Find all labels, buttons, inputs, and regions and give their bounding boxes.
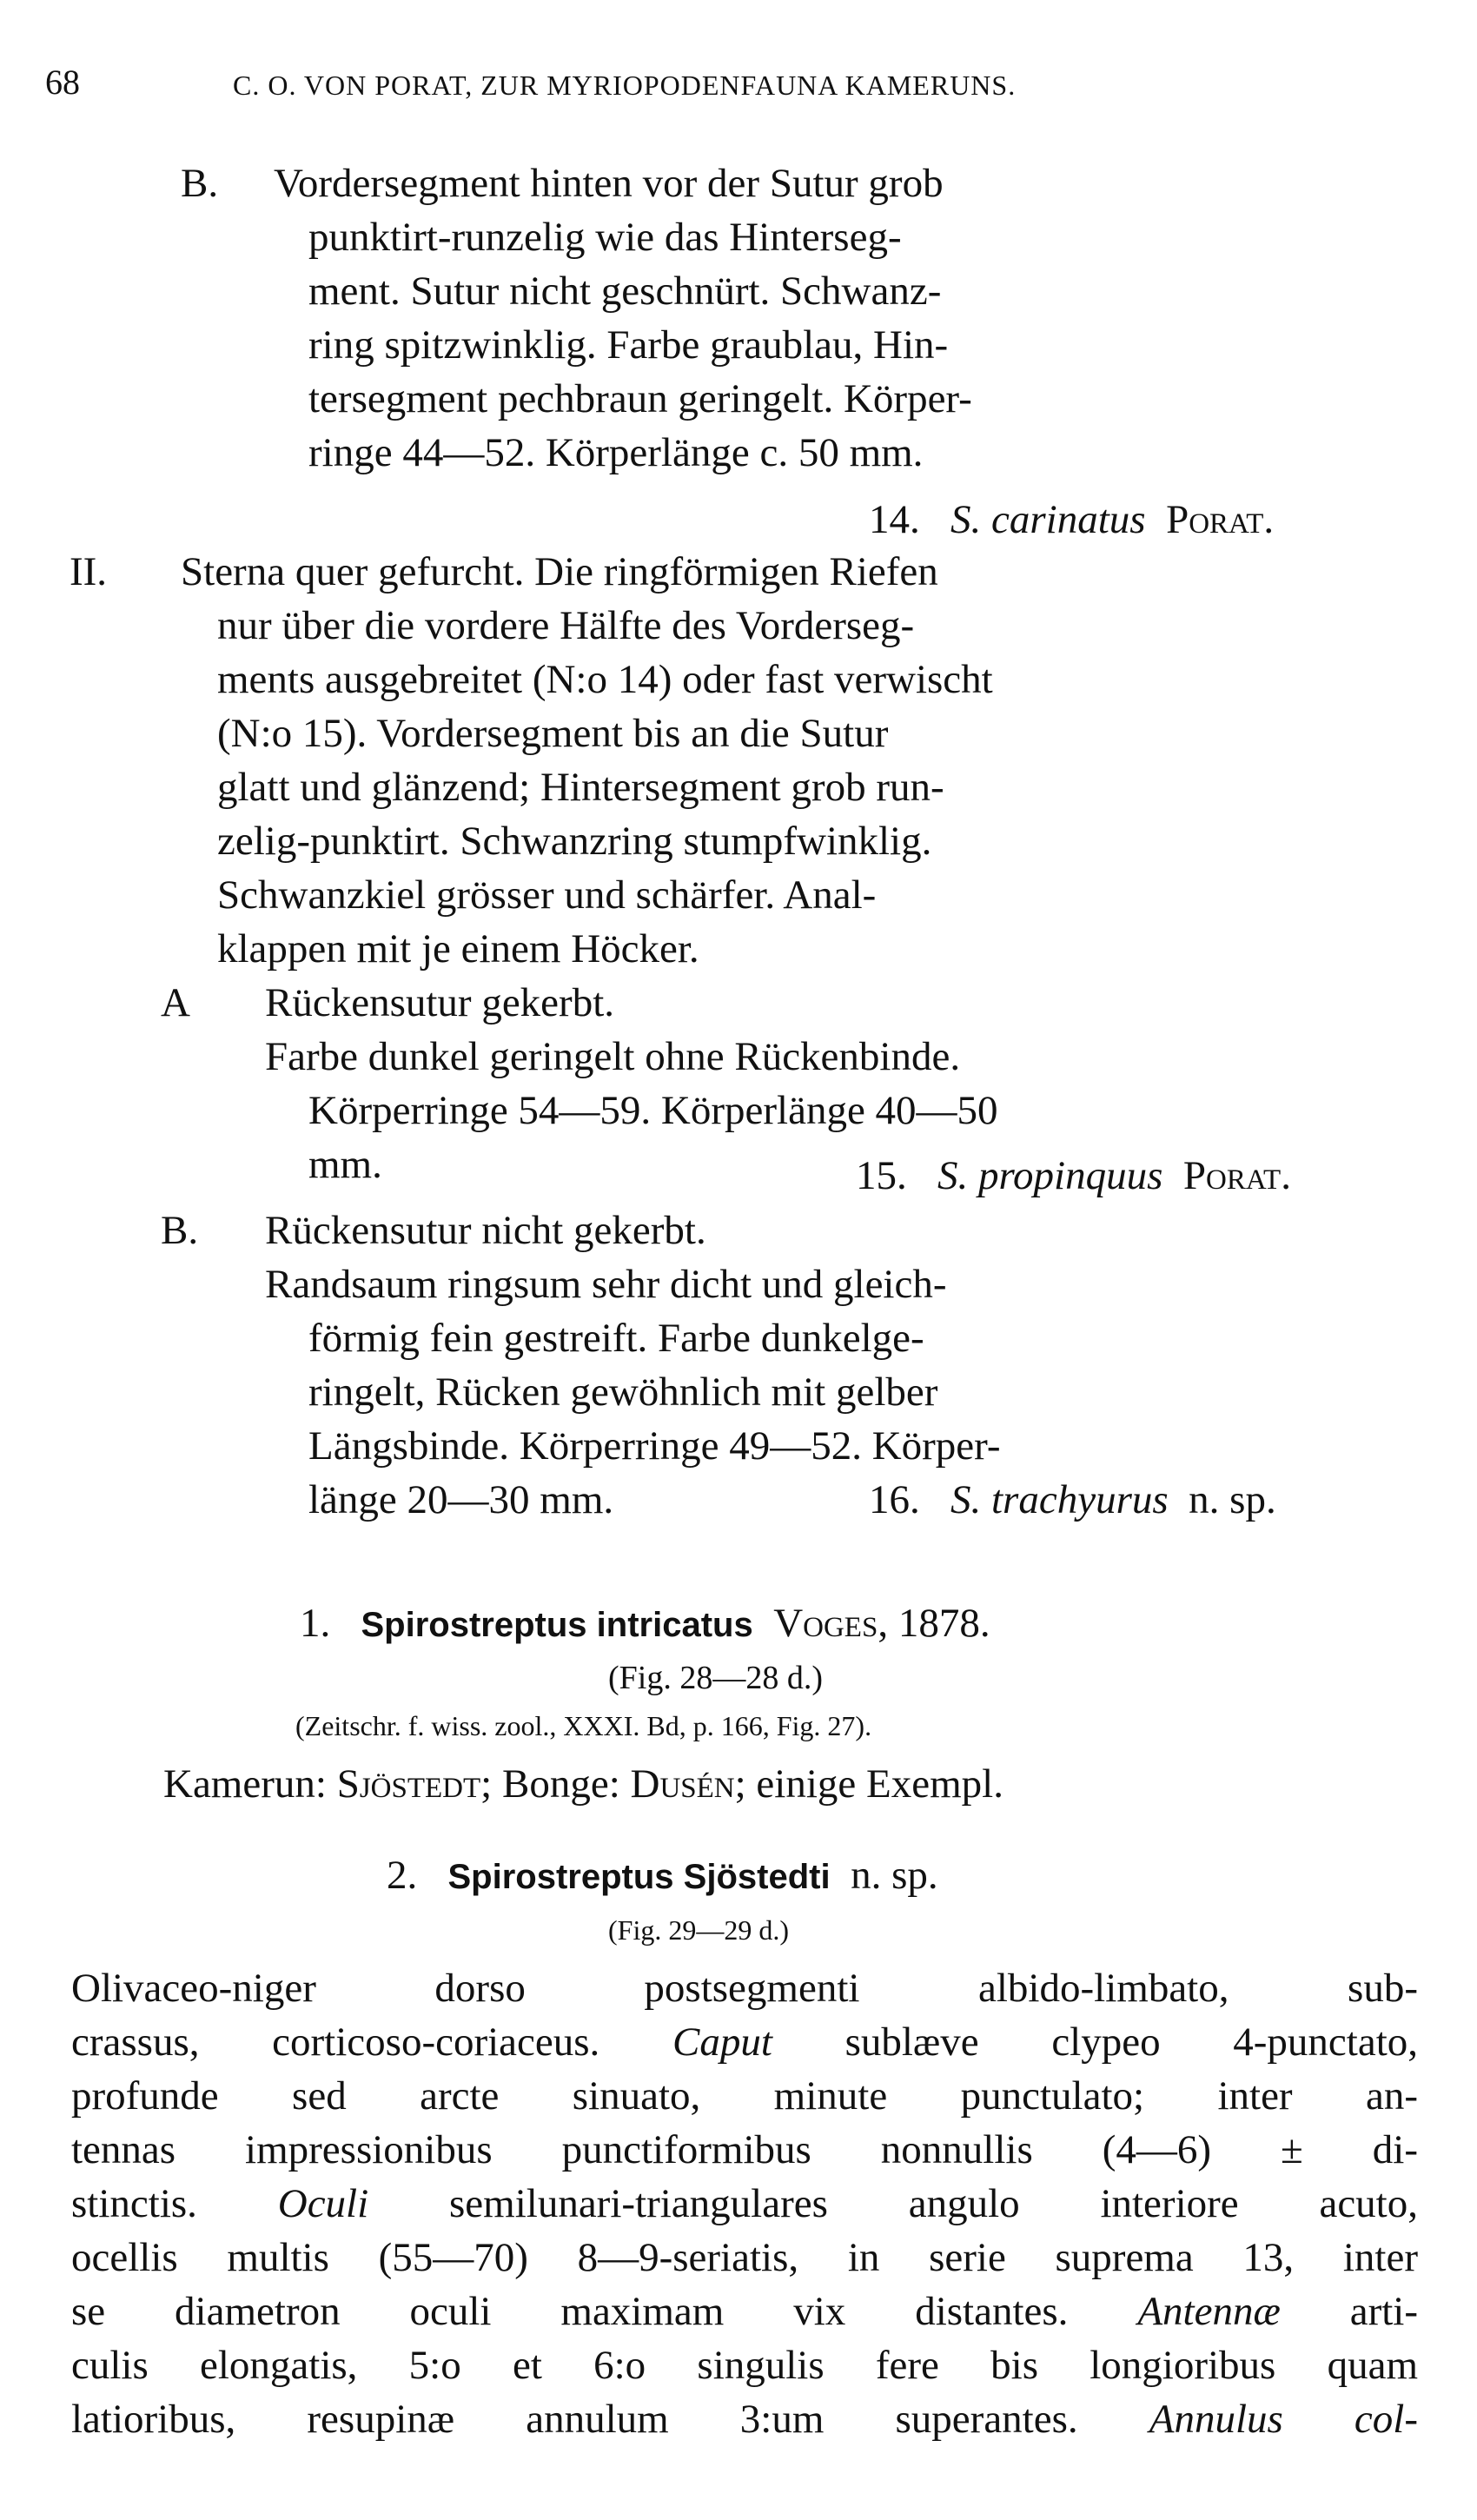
species-suffix: n. sp.	[1189, 1477, 1276, 1522]
key-line: glatt und glänzend; Hintersegment grob run-	[217, 765, 944, 810]
species-number: 15.	[856, 1153, 907, 1198]
description-text: latioribus, resupinæ annulum 3:um superantes.	[71, 2397, 1149, 2442]
species-entry-14	[869, 497, 1275, 542]
key-label-a: A	[161, 980, 190, 1025]
species-author: Porat.	[1166, 497, 1275, 542]
figure-reference: (Fig. 28—28 d.)	[608, 1660, 823, 1696]
locality-prefix: Kamerun:	[163, 1761, 337, 1807]
description-line: tennas impressionibus punctiformibus nonnullis (4—6) ± di-	[71, 2127, 1418, 2172]
species-suffix: n. sp.	[851, 1853, 938, 1898]
description-text: se diametron oculi maximam vix distantes.	[71, 2289, 1138, 2334]
species-name: S. trachyurus	[950, 1477, 1169, 1522]
key-line: tersegment pechbraun geringelt. Körper-	[308, 376, 972, 421]
key-heading: Rückensutur nicht gekerbt.	[265, 1208, 706, 1253]
key-label-b: B.	[161, 1208, 199, 1253]
key-line: ment. Sutur nicht geschnürt. Schwanz-	[308, 269, 942, 314]
description-line: culis elongatis, 5:o et 6:o singulis fere bis longioribus quam	[71, 2343, 1418, 2388]
key-heading: Rückensutur gekerbt.	[265, 980, 615, 1025]
species-entry-15	[856, 1153, 1291, 1198]
key-line: (N:o 15). Vordersegment bis an die Sutur	[217, 711, 889, 756]
key-line: klappen mit je einem Höcker.	[217, 926, 699, 972]
description-text: crassus, corticoso-coriaceus.	[71, 2019, 672, 2065]
key-line: Körperringe 54—59. Körperlänge 40—50	[308, 1088, 998, 1133]
species-heading-1	[300, 1603, 990, 1644]
species-author: Voges	[773, 1601, 878, 1646]
description-line	[71, 2291, 1418, 2332]
key-line: zelig-punktirt. Schwanzring stumpfwinklig.	[217, 819, 932, 864]
species-heading-2	[387, 1855, 938, 1896]
species-name: S. propinquus	[937, 1153, 1163, 1198]
key-line: ringelt, Rücken gewöhnlich mit gelber	[308, 1369, 938, 1415]
description-italic: Antennæ	[1137, 2289, 1281, 2334]
description-line	[71, 2019, 1419, 2065]
key-line: förmig fein gestreift. Farbe dunkelge-	[308, 1316, 924, 1361]
species-entry-16	[869, 1477, 1276, 1522]
species-author: Porat.	[1182, 1153, 1291, 1198]
species-number: 14.	[869, 497, 920, 542]
description-line: profunde sed arcte sinuato, minute punctulato; inter an-	[71, 2073, 1418, 2119]
description-line	[71, 2181, 1418, 2226]
description-text: semilunari-triangulares angulo interiore acuto,	[368, 2181, 1418, 2226]
key-line: Schwanzkiel grösser und schärfer. Anal-	[217, 872, 877, 918]
key-line: ringe 44—52. Körperlänge c. 50 mm.	[308, 430, 924, 475]
key-line: ments ausgebreitet (N:o 14) oder fast verwischt	[217, 657, 993, 702]
species-name: Spirostreptus Sjöstedti	[447, 1858, 831, 1896]
key-line: Farbe dunkel geringelt ohne Rückenbinde.	[265, 1034, 961, 1079]
description-italic: Annulus col-	[1149, 2397, 1418, 2442]
figure-reference: (Fig. 29—29 d.)	[608, 1914, 789, 1946]
key-line: Längsbinde. Körperringe 49—52. Körper-	[308, 1423, 1001, 1469]
key-line: Randsaum ringsum sehr dicht und gleich-	[265, 1262, 947, 1307]
species-name: S. carinatus	[950, 497, 1146, 542]
description-text: stinctis.	[71, 2181, 278, 2226]
description-text: sublæve clypeo 4-punctato,	[772, 2019, 1419, 2065]
running-title: C. O. VON PORAT, ZUR MYRIOPODENFAUNA KAMERUNS.	[233, 70, 1017, 101]
locality-line	[163, 1761, 1003, 1807]
species-name: Spirostreptus intricatus	[361, 1606, 753, 1644]
species-number: 2.	[387, 1853, 418, 1898]
description-text: arti-	[1280, 2289, 1418, 2334]
key-line: mm.	[308, 1142, 382, 1187]
description-line: ocellis multis (55—70) 8—9-seriatis, in serie suprema 13, inter	[71, 2235, 1418, 2280]
collector-name: Dusén	[630, 1761, 735, 1807]
page-number: 68	[45, 63, 80, 102]
description-line	[71, 2399, 1418, 2440]
key-line: nur über die vordere Hälfte des Vorderseg-	[217, 603, 915, 648]
literature-reference: (Zeitschr. f. wiss. zool., XXXI. Bd, p. 166, Fig. 27).	[295, 1710, 872, 1741]
locality-suffix: ; einige Exempl.	[734, 1761, 1003, 1807]
key-line: ring spitzwinklig. Farbe graublau, Hin-	[308, 322, 949, 368]
key-line: länge 20—30 mm.	[308, 1477, 614, 1522]
key-label-b: B.	[181, 161, 219, 206]
species-number: 1.	[300, 1601, 331, 1646]
key-line: Sterna quer gefurcht. Die ringförmigen Riefen	[181, 549, 938, 594]
species-number: 16.	[869, 1477, 920, 1522]
key-line: Vordersegment hinten vor der Sutur grob	[274, 161, 944, 206]
species-year: , 1878.	[878, 1601, 990, 1646]
description-line: Olivaceo-niger dorso postsegmenti albido-limbato, sub-	[71, 1966, 1418, 2011]
collector-name: Sjöstedt	[336, 1761, 481, 1807]
description-italic: Caput	[672, 2019, 772, 2065]
description-italic: Oculi	[277, 2181, 369, 2226]
key-line: punktirt-runzelig wie das Hinterseg-	[308, 215, 902, 260]
key-label-ii: II.	[70, 549, 108, 594]
locality-mid: ; Bonge:	[480, 1761, 631, 1807]
